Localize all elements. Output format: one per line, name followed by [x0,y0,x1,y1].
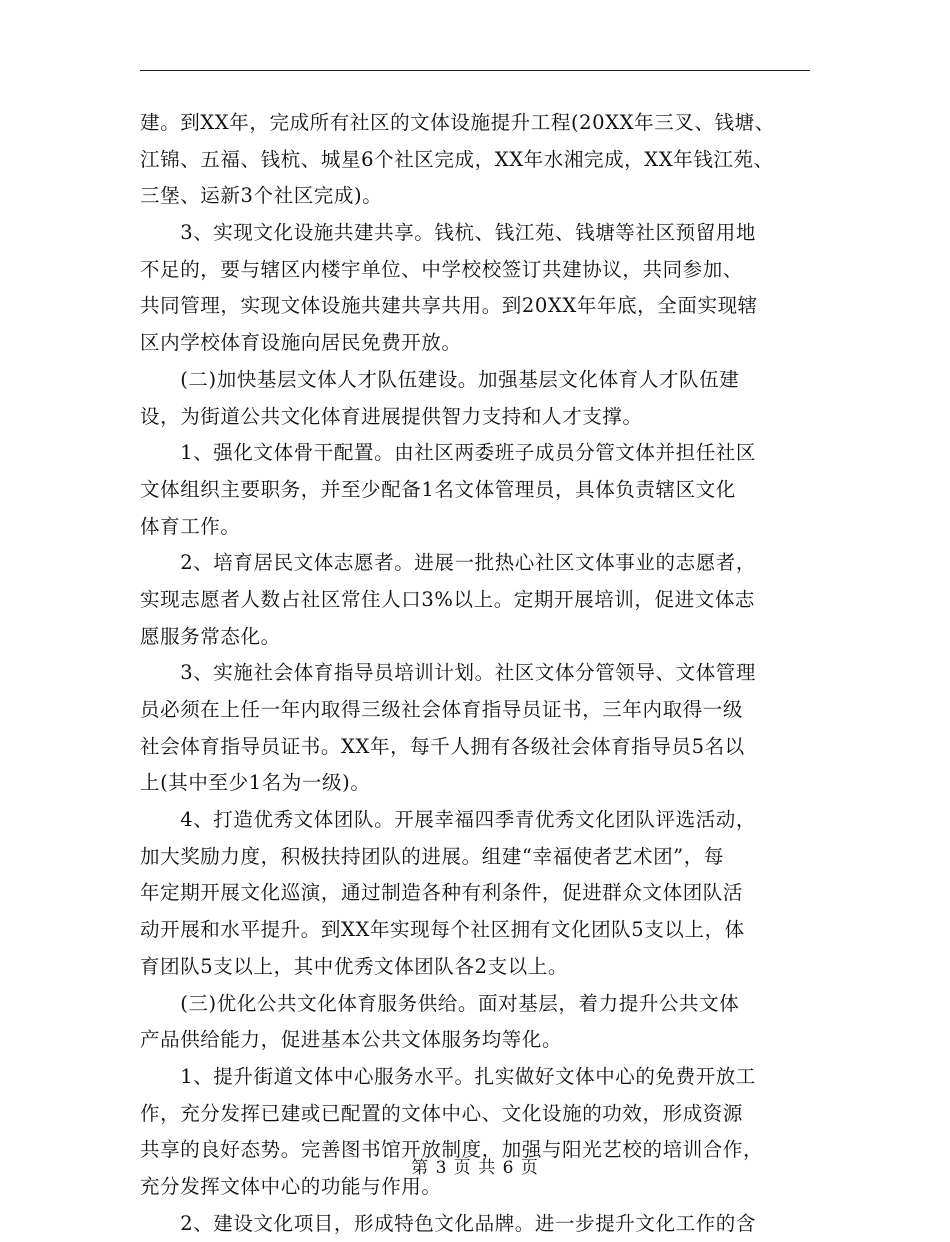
text-line: 作，充分发挥已建或已配置的文体中心、文化设施的功效，形成资源 [140,1101,744,1125]
text-line: 共同管理，实现文体设施共建共享共用。到20XX年年底，全面实现辖 [140,294,758,318]
header-rule [140,70,810,71]
text-line: 育团队5支以上，其中优秀文体团队各2支以上。 [140,954,569,978]
text-line: 文体组织主要职务，并至少配备1名文体管理员，具体负责辖区文化 [140,477,736,501]
text-line: 1、提升街道文体中心服务水平。扎实做好文体中心的免费开放工 [140,1064,757,1088]
text-line: 3、实施社会体育指导员培训计划。社区文体分管领导、文体管理 [140,661,757,685]
text-line: 年定期开展文化巡演，通过制造各种有利条件，促进群众文体团队活 [140,881,744,905]
text-line: 充分发挥文体中心的功能与作用。 [140,1174,442,1198]
text-line: 设，为街道公共文化体育进展提供智力支持和人才支撑。 [140,404,643,428]
text-line: 建。到XX年，完成所有社区的文体设施提升工程(20XX年三叉、钱塘、 [140,111,775,134]
text-line: 上(其中至少1名为一级)。 [140,771,371,795]
text-line: 2、建设文化项目，形成特色文化品牌。进一步提升文化工作的含 [140,1211,757,1235]
text-line: 共享的良好态势。完善图书馆开放制度，加强与阳光艺校的培训合作， [140,1138,764,1162]
text-line: (二)加快基层文体人才队伍建设。加强基层文化体育人才队伍建 [140,367,740,391]
text-line: 产品供给能力，促进基本公共文体服务均等化。 [140,1028,563,1052]
text-line: 区内学校体育设施向居民免费开放。 [140,331,462,355]
text-line: 动开展和水平提升。到XX年实现每个社区拥有文化团队5支以上，体 [140,918,745,942]
text-line: 社会体育指导员证书。XX年，每千人拥有各级社会体育指导员5名以 [140,734,745,758]
text-line: 1、强化文体骨干配置。由社区两委班子成员分管文体并担任社区 [140,441,757,465]
body-text [140,105,810,1242]
text-line: 员必须在上任一年内取得三级社会体育指导员证书，三年内取得一级 [140,698,744,721]
text-line: 实现志愿者人数占社区常住人口3%以上。定期开展培训，促进文体志 [140,587,756,611]
text-line: 3、实现文化设施共建共享。钱杭、钱江苑、钱塘等社区预留用地 [140,221,757,245]
text-line: 江锦、五福、钱杭、城星6个社区完成，XX年水湘完成，XX年钱江苑、 [140,147,774,171]
text-line: (三)优化公共文化体育服务供给。面对基层，着力提升公共文体 [140,991,740,1015]
text-line: 2、培育居民文体志愿者。进展一批热心社区文体事业的志愿者， [140,551,757,575]
text-line: 愿服务常态化。 [140,624,281,648]
page-footer: 第 3 页 共 6 页 [411,1158,539,1178]
text-line: 加大奖励力度，积极扶持团队的进展。组建“幸福使者艺术团”，每 [140,844,724,868]
text-line: 体育工作。 [140,514,241,538]
text-line: 不足的，要与辖区内楼宇单位、中学校校签订共建协议，共同参加、 [140,257,744,281]
text-line: 4、打造优秀文体团队。开展幸福四季青优秀文化团队评选活动， [140,808,757,832]
text-line: 三堡、运新3个社区完成)。 [140,184,383,208]
